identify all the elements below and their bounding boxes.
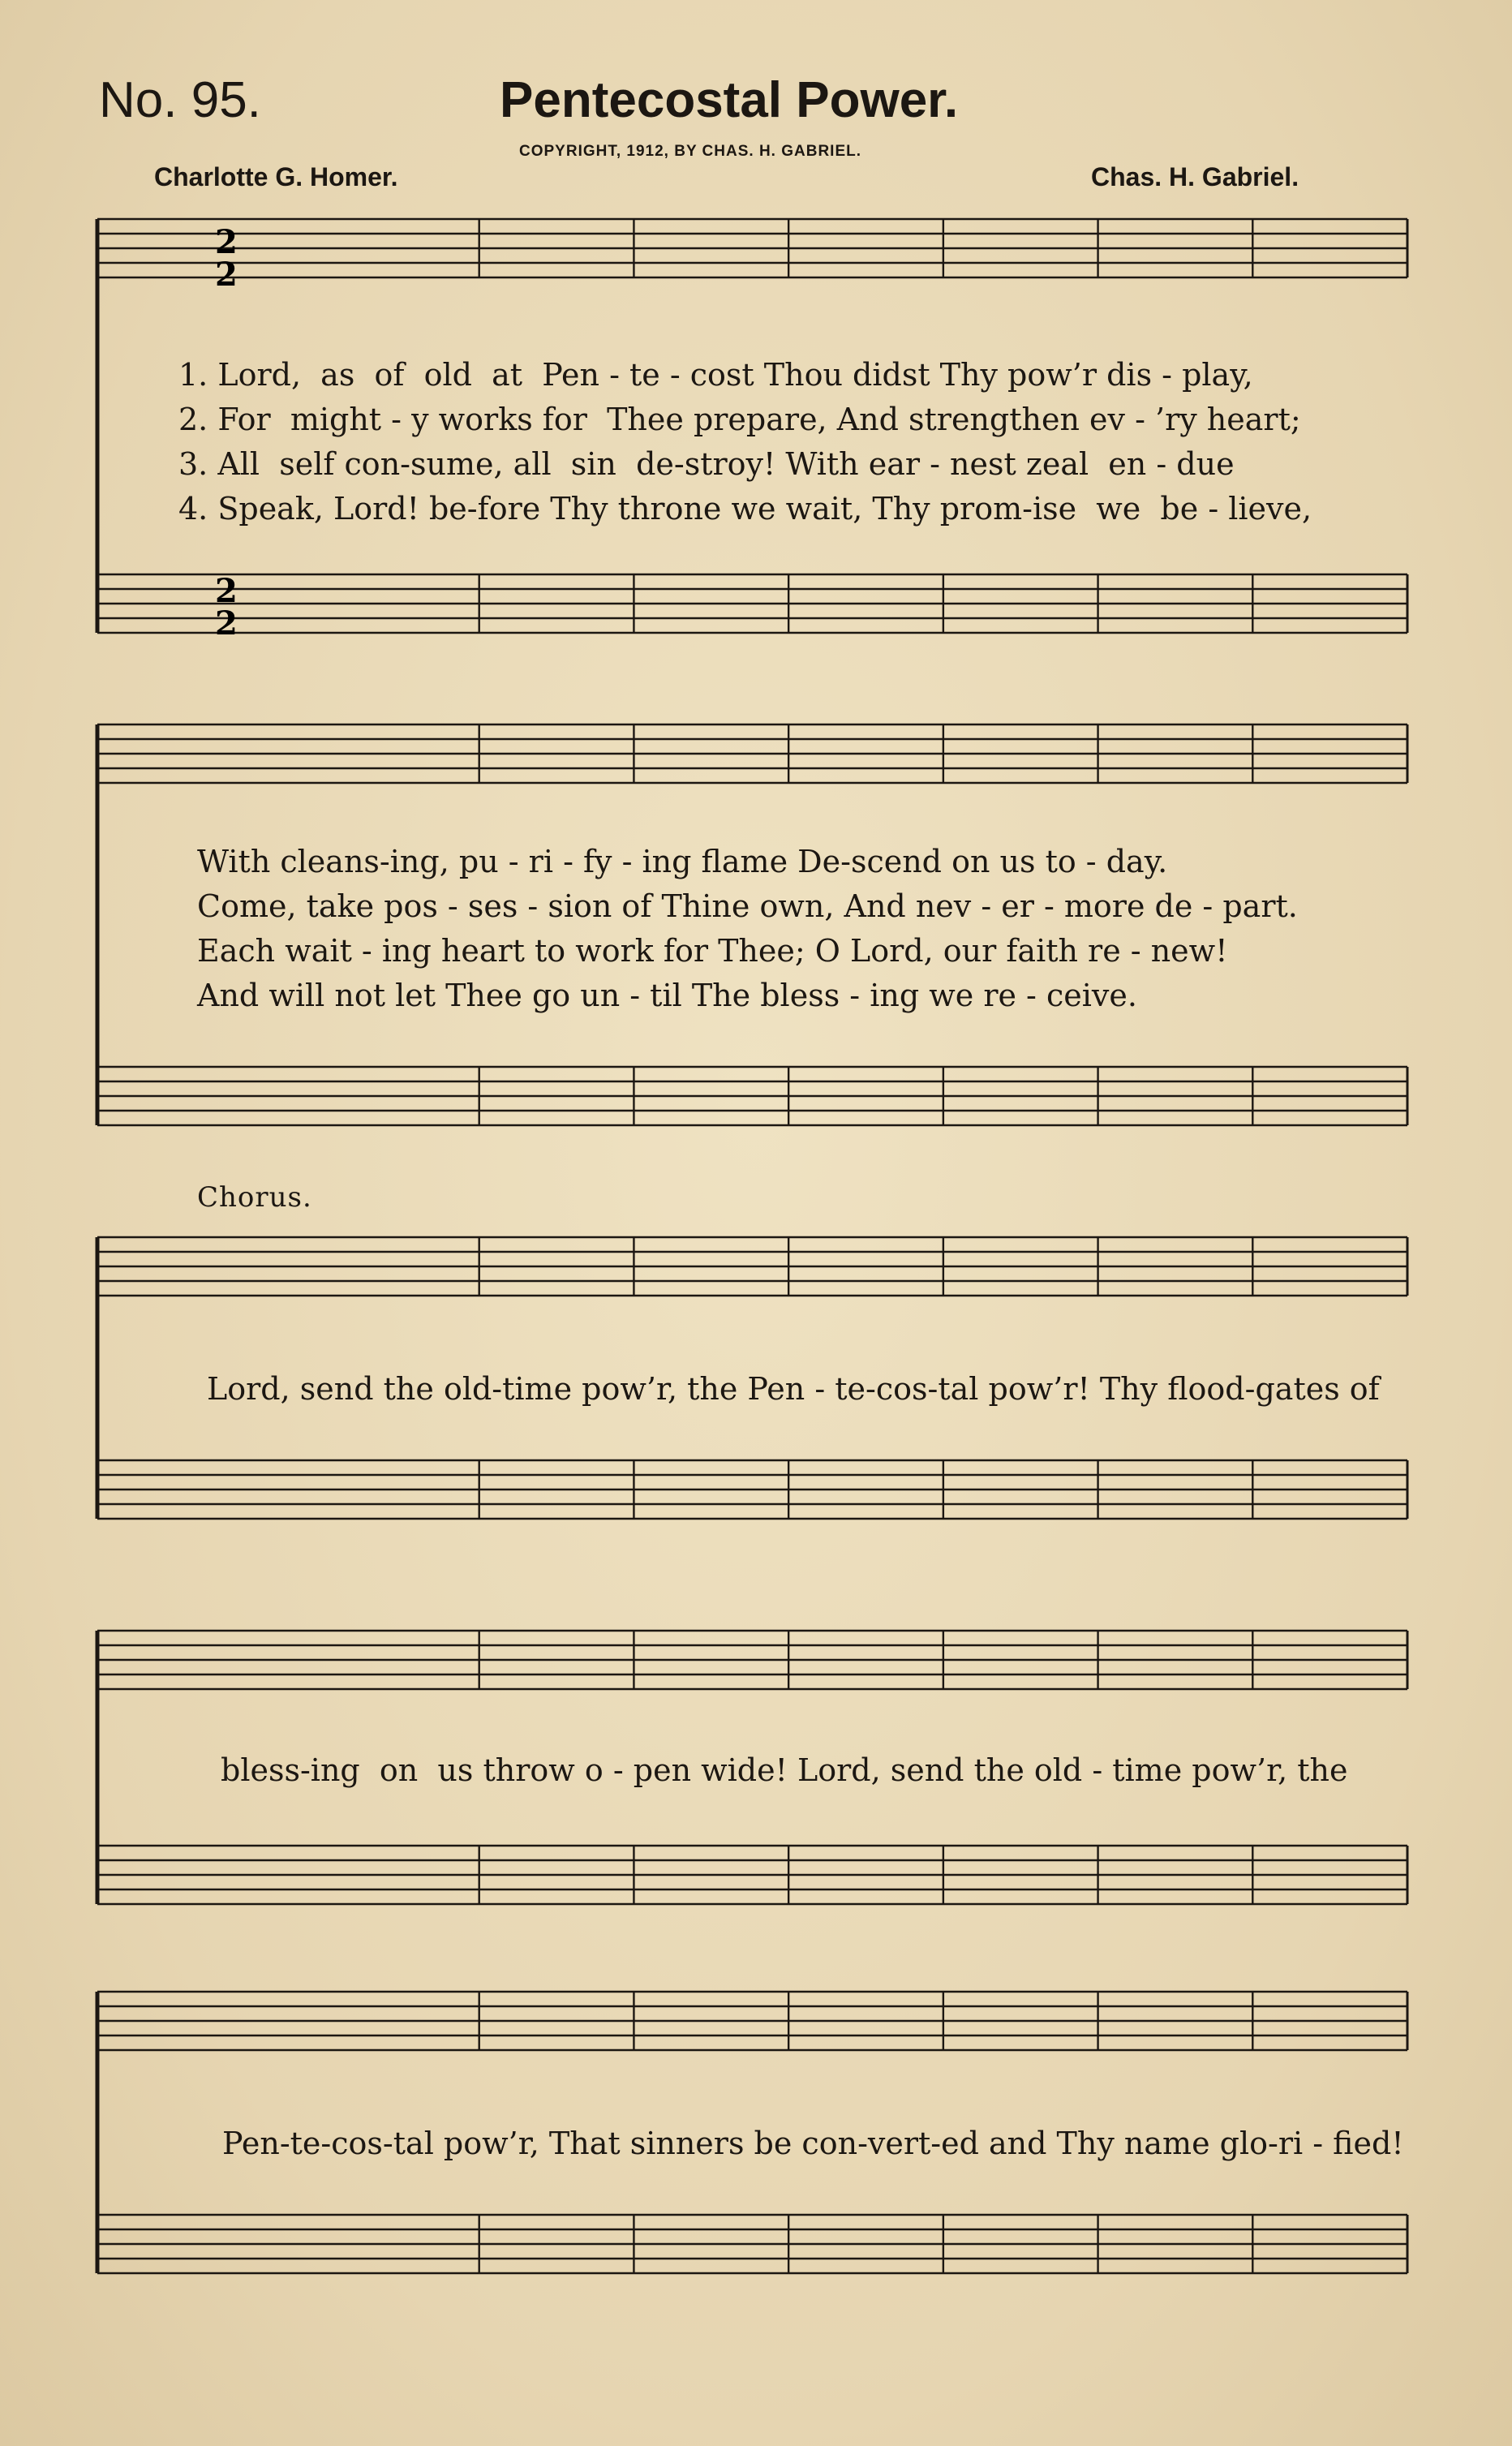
- time-signature-top: 2: [215, 572, 238, 610]
- verse-line: 1. Lord, as of old at Pen - te - cost Thou didst Thy pow’r dis - play,: [178, 357, 1253, 393]
- time-signature-top: 2: [215, 223, 238, 261]
- time-signature-bottom: 2: [215, 604, 238, 643]
- verse-line: 3. All self con-sume, all sin de-stroy! With ear - nest zeal en - due: [178, 446, 1235, 482]
- copyright-notice: COPYRIGHT, 1912, BY CHAS. H. GABRIEL.: [519, 143, 862, 160]
- verse-line: Come, take pos - ses - sion of Thine own, And nev - er - more de - part.: [197, 888, 1298, 924]
- time-signature-bottom: 2: [215, 256, 238, 294]
- hymn-title: Pentecostal Power.: [500, 72, 959, 128]
- verse-line: 4. Speak, Lord! be-fore Thy throne we wait, Thy prom-ise we be - lieve,: [178, 491, 1312, 527]
- composer-credit: Chas. H. Gabriel.: [1091, 162, 1299, 191]
- verse-line: 2. For might - y works for Thee prepare, And strengthen ev - ’ry heart;: [178, 402, 1301, 437]
- verse-line: With cleans-ing, pu - ri - fy - ing flame De-scend on us to - day.: [197, 844, 1168, 879]
- lyricist-credit: Charlotte G. Homer.: [154, 162, 398, 191]
- verse-line: And will not let Thee go un - til The bless - ing we re - ceive.: [197, 978, 1137, 1013]
- chorus-label: Chorus.: [197, 1181, 312, 1214]
- hymn-number: No. 95.: [99, 72, 261, 128]
- chorus-line: bless-ing on us throw o - pen wide! Lord, send the old - time pow’r, the: [221, 1752, 1348, 1788]
- chorus-line: Lord, send the old-time pow’r, the Pen - te-cos-tal pow’r! Thy flood-gates of: [207, 1371, 1380, 1407]
- verse-line: Each wait - ing heart to work for Thee; O Lord, our faith re - new!: [197, 933, 1228, 969]
- chorus-line: Pen-te-cos-tal pow’r, That sinners be con-vert-ed and Thy name glo-ri - fied!: [222, 2126, 1404, 2161]
